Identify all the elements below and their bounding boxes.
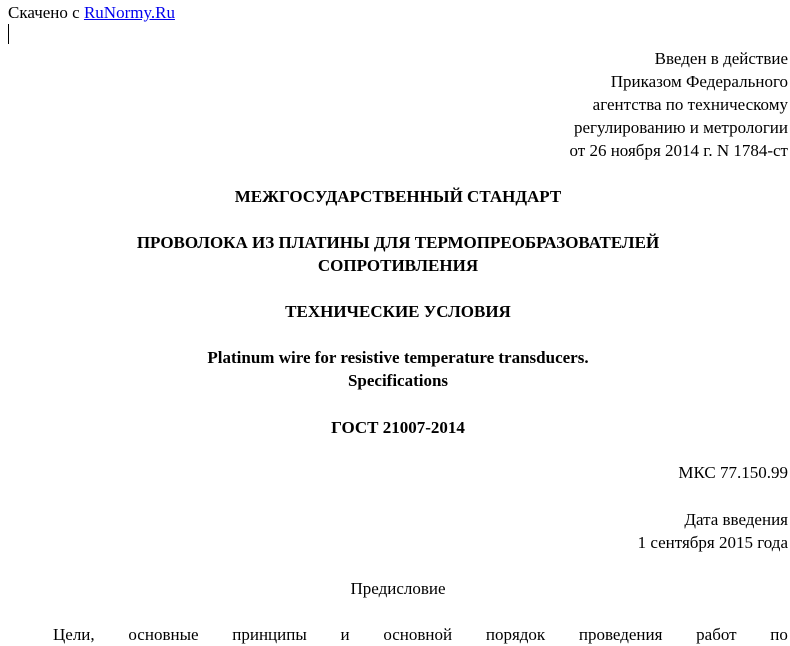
gost-number: ГОСТ 21007-2014 [331,418,465,437]
decree-line: агентства по техническому [592,95,788,114]
standard-type-heading: МЕЖГОСУДАРСТВЕННЫЙ СТАНДАРТ [234,187,562,206]
decree-line: регулированию и метрологии [573,118,788,137]
body-word: принципы [232,625,307,644]
decree-line: Приказом Федерального [610,72,788,91]
document-title [0,231,790,277]
mks-code: МКС 77.150.99 [678,463,788,482]
english-title-line: Platinum wire for resistive temperature transducers. [207,348,589,367]
body-word: по [770,625,788,644]
document-subtitle: ТЕХНИЧЕСКИЕ УСЛОВИЯ [285,302,511,321]
effective-date-block [638,508,788,554]
title-line: СОПРОТИВЛЕНИЯ [317,256,479,275]
body-word: работ [696,625,737,644]
title-line: ПРОВОЛОКА ИЗ ПЛАТИНЫ ДЛЯ ТЕРМОПРЕОБРАЗОВАТЕЛЕЙ [136,233,660,252]
source-link[interactable]: RuNormy.Ru [83,3,175,22]
body-word: основные [128,625,199,644]
body-word: Цели, [53,625,95,644]
body-word: основной [383,625,453,644]
decree-line: от 26 ноября 2014 г. N 1784-ст [569,141,788,160]
english-title [0,346,790,392]
preface-heading: Предисловие [350,579,446,598]
body-word: проведения [578,625,663,644]
effective-date-label: Дата введения [684,510,788,529]
body-word: порядок [485,625,546,644]
decree-line: Введен в действие [654,49,788,68]
text-cursor [8,24,9,44]
body-word: и [340,625,350,644]
source-prefix: Скачено с [8,3,80,22]
english-title-line: Specifications [347,371,449,390]
effective-date: 1 сентября 2015 года [637,533,788,552]
source-line [8,3,175,23]
decree-block [570,47,789,162]
